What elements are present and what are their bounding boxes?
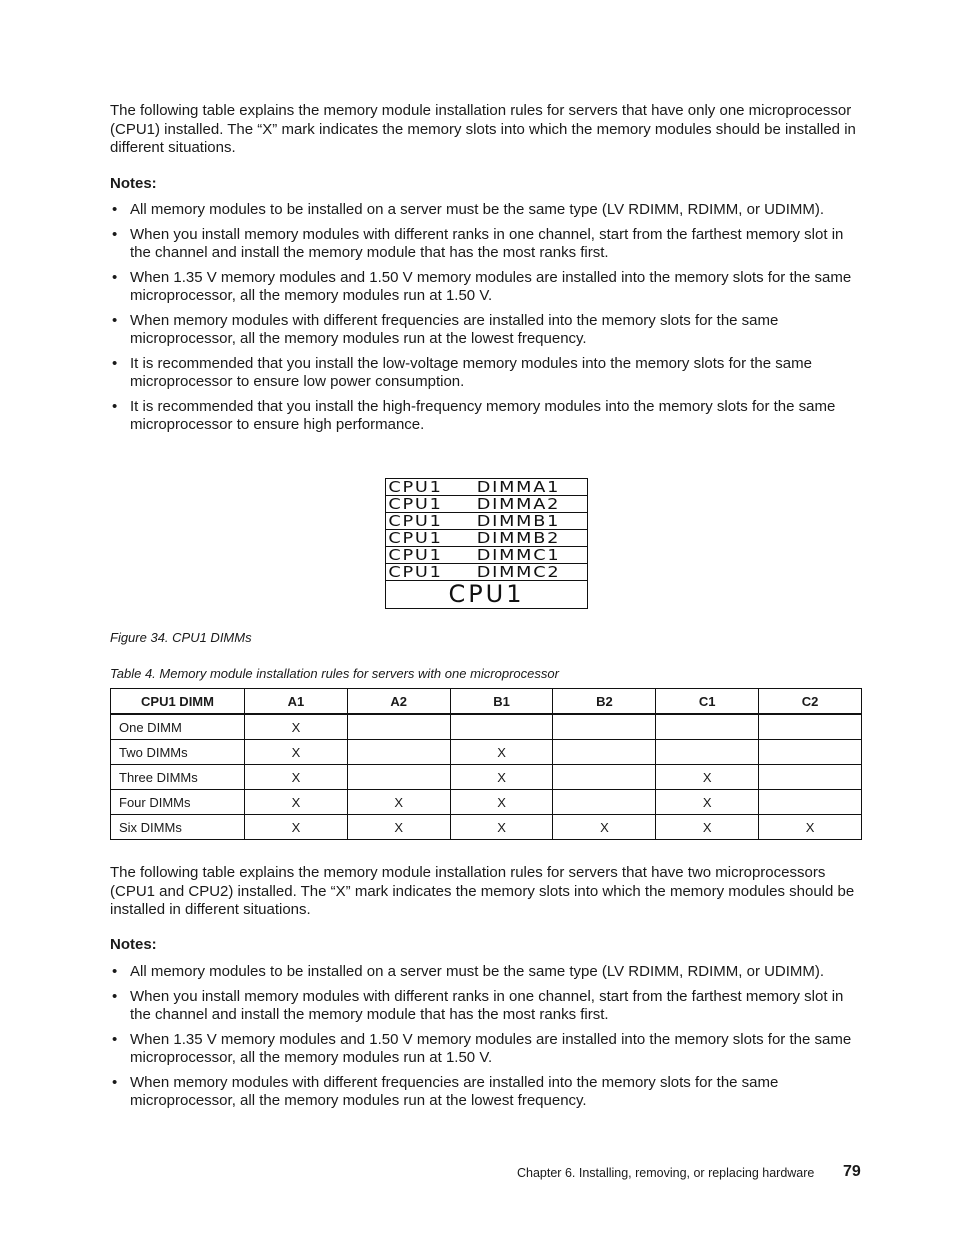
intro-paragraph-one-cpu: The following table explains the memory module installation rules for servers that have only one microprocessor (CPU1) installed. The “X” mark indicates the memory slots into which the memory modules should be installed in different situations. bbox=[110, 102, 856, 156]
table-cell: X bbox=[245, 765, 348, 790]
note-item: • When you install memory modules with different ranks in one channel, start from the farthest memory slot in the channel and install the memory module that has the most ranks first. bbox=[110, 226, 865, 263]
table-cell: X bbox=[450, 815, 553, 840]
cpu1-dimm-diagram bbox=[385, 478, 588, 609]
dimm-slot-label: DIMMB2 bbox=[476, 529, 561, 547]
note-item: • When 1.35 V memory modules and 1.50 V memory modules are installed into the memory slots for the same microprocessor, all the memory modules run at 1.50 V. bbox=[110, 269, 865, 306]
column-header: C1 bbox=[656, 689, 759, 715]
table-cell bbox=[553, 740, 656, 765]
table-row bbox=[111, 740, 862, 765]
table-cell bbox=[553, 765, 656, 790]
column-header: B1 bbox=[450, 689, 553, 715]
column-header: A2 bbox=[347, 689, 450, 715]
dimm-cpu-label: CPU1 bbox=[388, 546, 443, 564]
table-cell bbox=[656, 740, 759, 765]
table-cell bbox=[347, 740, 450, 765]
notes-list-two-cpu bbox=[110, 963, 865, 1117]
table-cell: X bbox=[656, 765, 759, 790]
notes-list-one-cpu bbox=[110, 201, 865, 441]
note-item: • All memory modules to be installed on a server must be the same type (LV RDIMM, RDIMM, or UDIMM). bbox=[110, 963, 865, 982]
table-cell bbox=[656, 714, 759, 740]
table-cell bbox=[347, 765, 450, 790]
footer-chapter-title: Chapter 6. Installing, removing, or replacing hardware bbox=[517, 1166, 815, 1180]
cpu-block-label: CPU1 bbox=[448, 580, 525, 608]
dimm-cpu-label: CPU1 bbox=[388, 512, 443, 530]
note-item: • It is recommended that you install the high-frequency memory modules into the memory slots for the same microprocessor to ensure high performance. bbox=[110, 398, 865, 435]
dimm-slot-label: DIMMB1 bbox=[476, 512, 561, 530]
dimm-slot-label: DIMMC1 bbox=[476, 546, 561, 564]
dimm-slot-label: DIMMC2 bbox=[476, 563, 561, 581]
table-row bbox=[111, 714, 862, 740]
note-item: • All memory modules to be installed on a server must be the same type (LV RDIMM, RDIMM, or UDIMM). bbox=[110, 201, 865, 220]
dimm-cpu-label: CPU1 bbox=[388, 495, 443, 513]
memory-rules-table bbox=[110, 688, 862, 840]
column-header: A1 bbox=[245, 689, 348, 715]
table-cell: X bbox=[450, 790, 553, 815]
note-item: • It is recommended that you install the low-voltage memory modules into the memory slots for the same microprocessor to ensure low power consumption. bbox=[110, 355, 865, 392]
table-row bbox=[111, 765, 862, 790]
row-label: Six DIMMs bbox=[111, 815, 245, 840]
column-header: B2 bbox=[553, 689, 656, 715]
table-cell: X bbox=[759, 815, 862, 840]
table-cell: X bbox=[245, 790, 348, 815]
table-cell bbox=[553, 790, 656, 815]
table-cell bbox=[759, 714, 862, 740]
dimm-slot-row bbox=[386, 547, 587, 564]
dimm-slot-row bbox=[386, 479, 587, 496]
table-cell bbox=[553, 714, 656, 740]
dimm-slot-label: DIMMA1 bbox=[476, 478, 561, 496]
table-cell bbox=[759, 740, 862, 765]
column-header: C2 bbox=[759, 689, 862, 715]
notes-heading: Notes: bbox=[110, 175, 157, 192]
note-item: • When memory modules with different frequencies are installed into the memory slots for the same microprocessor, all the memory modules run at the lowest frequency. bbox=[110, 312, 865, 349]
row-label: Four DIMMs bbox=[111, 790, 245, 815]
row-label: Two DIMMs bbox=[111, 740, 245, 765]
table-cell: X bbox=[450, 740, 553, 765]
table-cell bbox=[759, 765, 862, 790]
dimm-cpu-label: CPU1 bbox=[388, 478, 443, 496]
dimm-slot-label: DIMMA2 bbox=[476, 495, 561, 513]
dimm-slot-row bbox=[386, 530, 587, 547]
row-label: Three DIMMs bbox=[111, 765, 245, 790]
notes-heading: Notes: bbox=[110, 936, 157, 953]
note-item: • When memory modules with different frequencies are installed into the memory slots for the same microprocessor, all the memory modules run at the lowest frequency. bbox=[110, 1074, 865, 1111]
intro-paragraph-two-cpu: The following table explains the memory module installation rules for servers that have two microprocessors (CPU1 and CPU2) installed. The “X” mark indicates the memory slots into which the memory modules should be installed in different situations. bbox=[110, 864, 855, 918]
table-cell bbox=[347, 714, 450, 740]
table-cell: X bbox=[347, 815, 450, 840]
note-item: • When 1.35 V memory modules and 1.50 V memory modules are installed into the memory slots for the same microprocessor, all the memory modules run at 1.50 V. bbox=[110, 1031, 865, 1068]
table-cell: X bbox=[245, 714, 348, 740]
table-cell: X bbox=[245, 740, 348, 765]
table-header-row bbox=[111, 689, 862, 715]
note-item: • When you install memory modules with different ranks in one channel, start from the farthest memory slot in the channel and install the memory module that has the most ranks first. bbox=[110, 988, 865, 1025]
table-row bbox=[111, 815, 862, 840]
page-number: 79 bbox=[843, 1163, 861, 1180]
figure-caption: Figure 34. CPU1 DIMMs bbox=[110, 630, 252, 645]
dimm-slot-row bbox=[386, 496, 587, 513]
table-row bbox=[111, 790, 862, 815]
table-cell: X bbox=[553, 815, 656, 840]
dimm-slot-row bbox=[386, 513, 587, 530]
table-cell: X bbox=[656, 790, 759, 815]
table-cell: X bbox=[656, 815, 759, 840]
dimm-slot-row bbox=[386, 564, 587, 581]
row-label: One DIMM bbox=[111, 714, 245, 740]
dimm-cpu-label: CPU1 bbox=[388, 563, 443, 581]
column-header: CPU1 DIMM bbox=[111, 689, 245, 715]
dimm-cpu-label: CPU1 bbox=[388, 529, 443, 547]
table-cell bbox=[759, 790, 862, 815]
table-cell: X bbox=[347, 790, 450, 815]
table-cell: X bbox=[450, 765, 553, 790]
table-cell: X bbox=[245, 815, 348, 840]
table-cell bbox=[450, 714, 553, 740]
table-caption: Table 4. Memory module installation rules for servers with one microprocessor bbox=[110, 666, 559, 681]
